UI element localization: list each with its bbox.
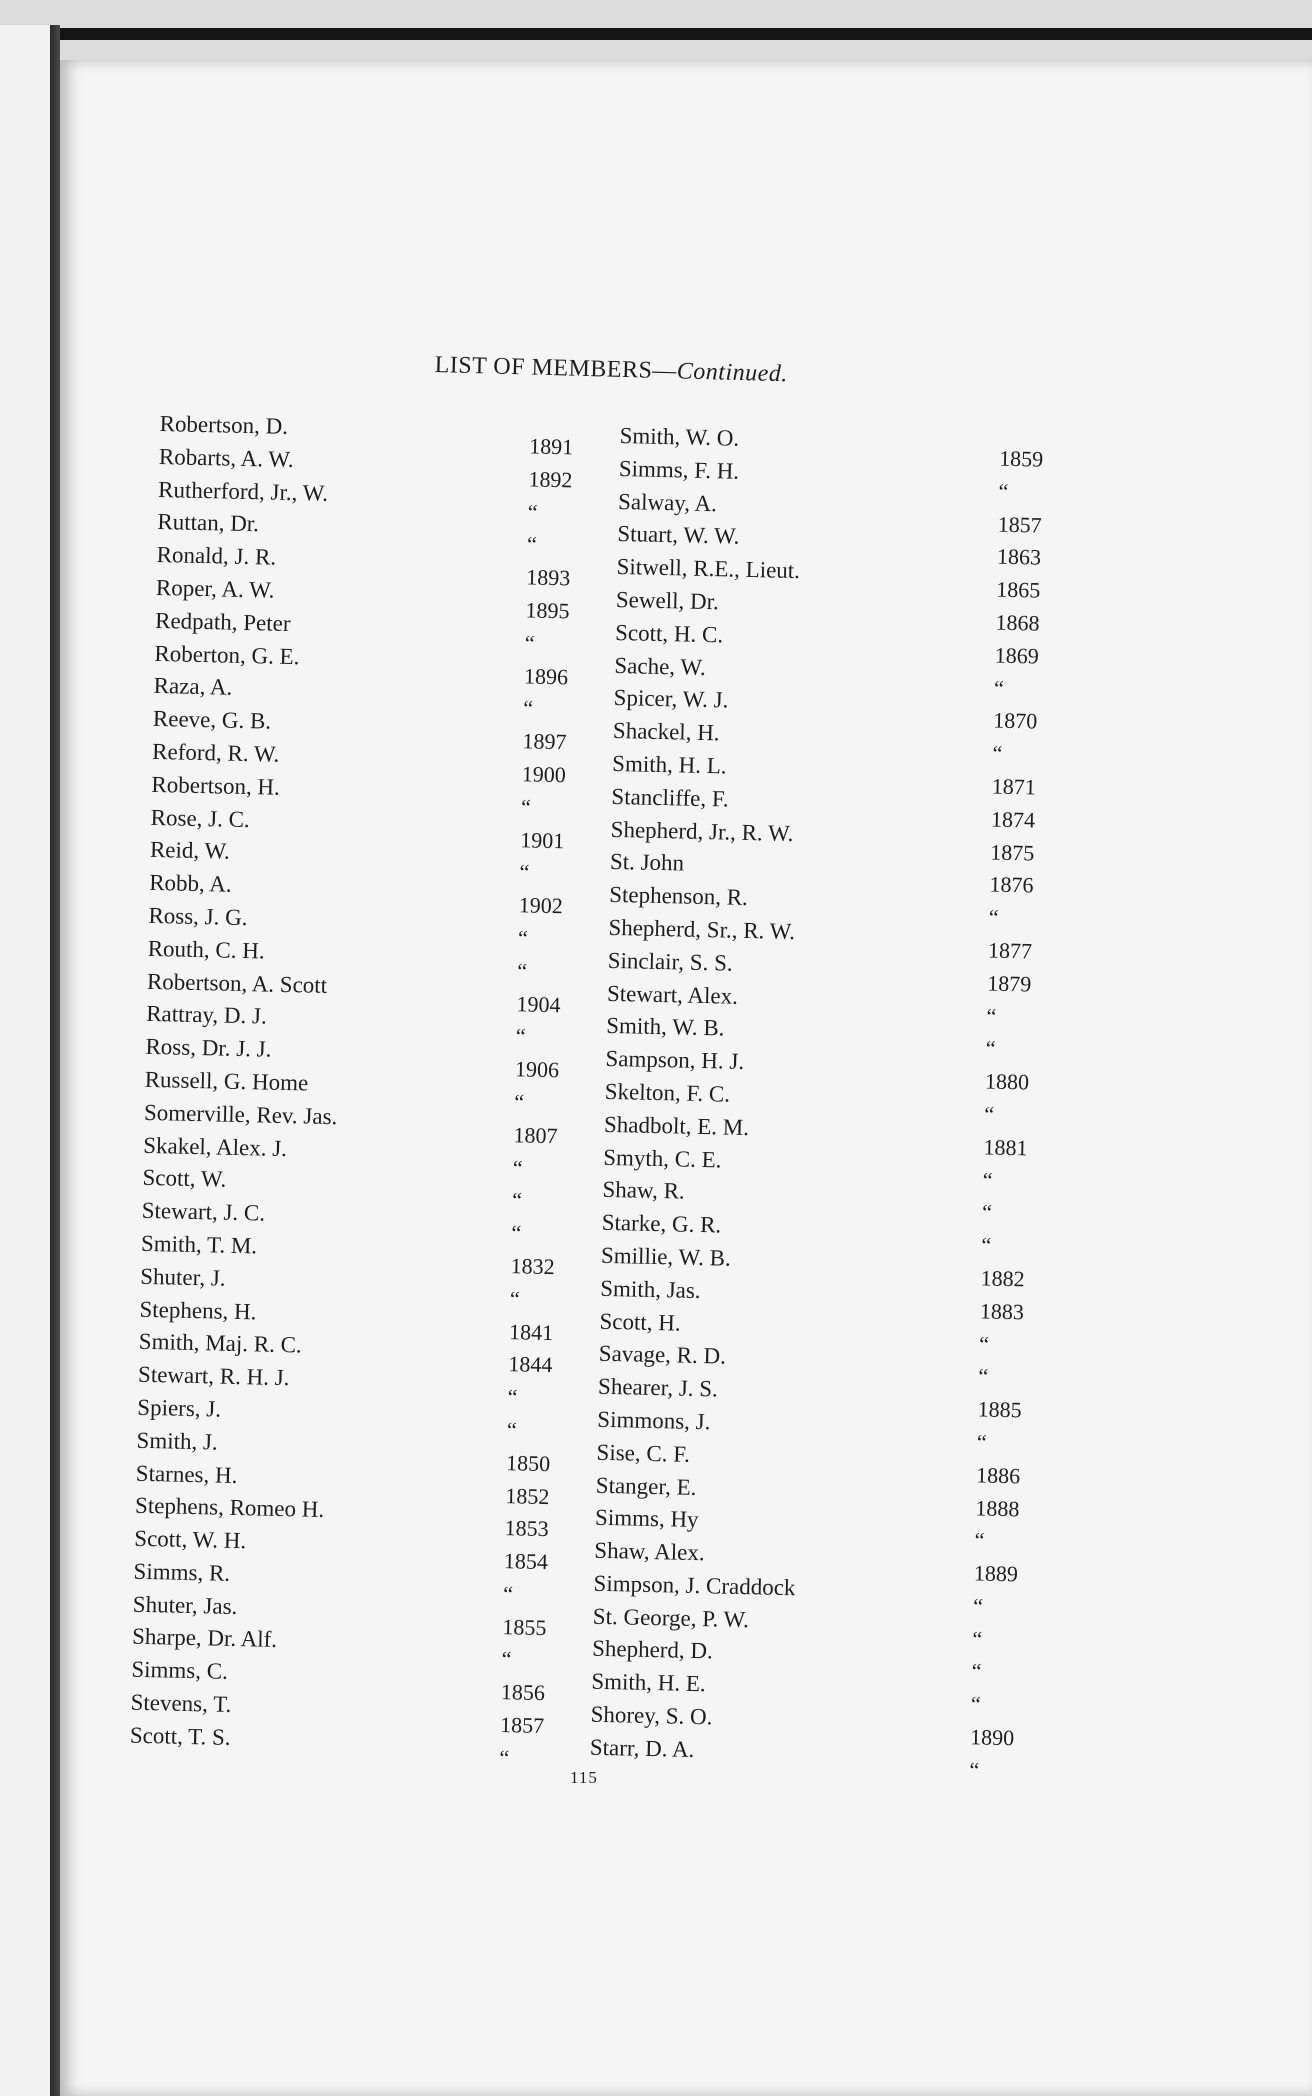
member-name: Stewart, J. C. — [141, 1197, 266, 1226]
member-name: Smith, Maj. R. C. — [138, 1329, 303, 1358]
member-name: Spiers, J. — [137, 1394, 222, 1422]
member-name: Sampson, H. J. — [605, 1045, 745, 1075]
member-year: “ — [506, 1417, 517, 1443]
member-name: Shepherd, Sr., R. W. — [608, 914, 796, 945]
member-name: Reid, W. — [149, 837, 231, 865]
member-year: “ — [501, 1646, 512, 1672]
member-year: 1854 — [503, 1548, 549, 1575]
member-name: Ronald, J. R. — [156, 542, 277, 570]
member-year: 1904 — [516, 990, 561, 1017]
member-name: Skelton, F. C. — [604, 1078, 731, 1107]
member-year: 1879 — [987, 970, 1032, 997]
member-year: 1868 — [995, 609, 1040, 636]
member-name: Stanger, E. — [595, 1472, 697, 1500]
member-name: Simpson, J. Craddock — [593, 1570, 796, 1601]
member-name: Shearer, J. S. — [597, 1373, 719, 1402]
member-year: “ — [988, 904, 999, 930]
member-name: Smith, W. B. — [605, 1013, 725, 1041]
member-year: “ — [982, 1166, 993, 1193]
member-name: Shuter, J. — [140, 1263, 226, 1291]
member-year: “ — [512, 1154, 523, 1180]
member-name: Sinclair, S. S. — [607, 947, 733, 976]
right-member-column — [589, 420, 1139, 1783]
member-name: Robb, A. — [148, 870, 232, 897]
member-year: 1855 — [502, 1613, 547, 1640]
member-year: “ — [526, 531, 538, 557]
member-year: 1841 — [508, 1318, 554, 1345]
heading-continued: Continued. — [676, 358, 789, 388]
member-name: Somerville, Rev. Jas. — [143, 1099, 338, 1129]
member-name: Stewart, R. H. J. — [137, 1361, 290, 1391]
member-year: 1906 — [514, 1056, 560, 1083]
member-year: “ — [511, 1220, 522, 1246]
member-name: Stephens, Romeo H. — [134, 1493, 325, 1523]
member-name: Sewell, Dr. — [615, 586, 720, 615]
member-name: Robarts, A. W. — [158, 443, 294, 472]
member-year: “ — [517, 925, 529, 951]
member-name: Spicer, W. J. — [613, 685, 729, 713]
member-name: Shorey, S. O. — [590, 1701, 713, 1730]
member-name: Stevens, T. — [130, 1689, 232, 1718]
member-year: “ — [522, 695, 534, 721]
member-name: Sitwell, R.E., Lieut. — [616, 554, 801, 584]
member-year: “ — [986, 1003, 997, 1029]
member-year: “ — [971, 1658, 982, 1685]
member-year: 1874 — [990, 806, 1036, 833]
member-name: Scott, W. — [142, 1165, 227, 1193]
member-name: Redpath, Peter — [154, 607, 291, 636]
member-name: Simms, R. — [133, 1558, 231, 1586]
member-year: “ — [984, 1101, 995, 1127]
member-name: Stuart, W. W. — [617, 521, 740, 550]
member-year: 1870 — [992, 707, 1038, 734]
member-year: 1900 — [521, 761, 567, 788]
member-name: Simmons, J. — [597, 1406, 711, 1435]
member-name: Robertson, D. — [159, 410, 289, 439]
member-name: Scott, W. H. — [134, 1525, 247, 1554]
member-name: Rutherford, Jr., W. — [157, 476, 329, 506]
member-name: Rattray, D. J. — [145, 1001, 268, 1029]
member-year: 1853 — [504, 1515, 549, 1542]
member-year: 1852 — [505, 1482, 550, 1509]
member-year: “ — [517, 958, 528, 984]
member-name: Ruttan, Dr. — [157, 509, 260, 537]
member-year: “ — [981, 1232, 992, 1258]
member-name: Simms, C. — [131, 1656, 229, 1685]
member-year: “ — [970, 1691, 982, 1717]
member-year: “ — [519, 859, 530, 885]
member-year: “ — [514, 1089, 525, 1115]
member-name: Shepherd, Jr., R. W. — [610, 816, 794, 846]
member-year: “ — [993, 675, 1005, 701]
member-year: 1807 — [513, 1121, 558, 1148]
member-name: Roper, A. W. — [155, 574, 275, 603]
member-name: Shepherd, D. — [591, 1636, 714, 1664]
member-year: 1863 — [996, 543, 1042, 570]
member-name: Scott, T. S. — [129, 1722, 231, 1750]
member-year: “ — [499, 1744, 510, 1771]
member-year: 1869 — [994, 642, 1040, 669]
member-year: 1856 — [500, 1679, 546, 1706]
member-name: Shuter, Jas. — [132, 1591, 238, 1619]
member-year: 1850 — [505, 1449, 551, 1476]
member-year: 1890 — [969, 1724, 1015, 1751]
member-year: 1888 — [975, 1494, 1020, 1521]
member-name: Smyth, C. E. — [602, 1144, 722, 1173]
member-year: 1832 — [510, 1253, 555, 1280]
member-year: 1875 — [990, 839, 1035, 866]
member-name: Salway, A. — [617, 488, 718, 516]
member-name: Routh, C. H. — [147, 935, 265, 964]
member-year: 1857 — [499, 1712, 545, 1739]
page-number: 115 — [570, 1768, 598, 1787]
member-name: Starnes, H. — [135, 1460, 238, 1488]
member-year: 1865 — [995, 576, 1041, 603]
member-name: Starr, D. A. — [589, 1734, 695, 1762]
member-year: 1893 — [525, 564, 571, 591]
member-name: Simms, F. H. — [618, 455, 740, 484]
heading-title: LIST OF MEMBERS— — [434, 352, 678, 385]
member-year: 1886 — [975, 1462, 1021, 1489]
member-name: Reford, R. W. — [151, 738, 280, 767]
member-year: 1857 — [997, 511, 1043, 538]
member-year: “ — [511, 1187, 523, 1213]
member-name: Stewart, Alex. — [606, 980, 739, 1009]
member-year: “ — [520, 794, 532, 820]
member-name: Smith, T. M. — [140, 1230, 258, 1259]
member-name: Simms, Hy — [594, 1505, 699, 1533]
member-year: “ — [972, 1593, 984, 1619]
member-year: 1871 — [991, 773, 1037, 800]
member-year: “ — [992, 740, 1003, 766]
member-name: St. George, P. W. — [592, 1603, 750, 1632]
member-name: Stephenson, R. — [608, 882, 749, 911]
member-year: “ — [974, 1527, 985, 1553]
member-year: “ — [976, 1429, 987, 1455]
member-name: Smith, Jas. — [600, 1275, 701, 1303]
member-name: Sise, C. F. — [596, 1439, 691, 1467]
member-name: Shackel, H. — [612, 718, 720, 746]
member-year: “ — [969, 1757, 980, 1783]
member-name: Raza, A. — [153, 673, 233, 701]
member-name: Stancliffe, F. — [611, 783, 729, 812]
member-year: “ — [978, 1330, 990, 1357]
member-year: 1885 — [977, 1396, 1022, 1423]
member-name: Smith, H. L. — [611, 750, 727, 779]
member-name: Smillie, W. B. — [600, 1242, 732, 1271]
member-name: Savage, R. D. — [598, 1341, 727, 1369]
member-year: 1889 — [973, 1560, 1019, 1587]
member-name: Sharpe, Dr. Alf. — [131, 1624, 278, 1653]
member-year: “ — [507, 1384, 518, 1410]
member-name: Roberton, G. E. — [154, 640, 300, 669]
member-year: 1901 — [520, 826, 565, 853]
member-name: Reeve, G. B. — [152, 706, 272, 734]
member-year: 1897 — [522, 728, 567, 755]
member-year: 1859 — [998, 445, 1044, 472]
member-name: Shaw, R. — [602, 1177, 686, 1204]
member-year: “ — [972, 1626, 983, 1652]
member-year: “ — [985, 1035, 996, 1062]
member-name: Stephens, H. — [139, 1296, 257, 1324]
member-name: Starke, G. R. — [601, 1209, 722, 1238]
member-name: Skakel, Alex. J. — [142, 1132, 288, 1161]
member-year: 1891 — [528, 433, 574, 460]
member-name: Smith, W. O. — [619, 422, 740, 451]
member-year: “ — [502, 1580, 514, 1607]
member-name: Ross, J. G. — [148, 902, 248, 931]
member-name: Shaw, Alex. — [594, 1537, 705, 1566]
member-name: Scott, H. — [599, 1308, 681, 1336]
member-year: “ — [515, 1023, 526, 1049]
member-name: St. John — [609, 849, 685, 876]
member-year: 1896 — [523, 662, 569, 689]
member-name: Sache, W. — [614, 652, 707, 680]
member-year: 1895 — [525, 597, 570, 624]
book-binding — [50, 25, 60, 2096]
top-border — [0, 0, 1312, 60]
member-year: 1876 — [989, 871, 1034, 898]
member-year: “ — [978, 1363, 989, 1389]
member-year: 1902 — [518, 892, 564, 919]
member-year: 1881 — [983, 1134, 1028, 1161]
member-name: Rose, J. C. — [150, 804, 251, 832]
member-year: 1844 — [508, 1351, 553, 1378]
member-name: Robertson, A. Scott — [146, 968, 328, 998]
member-name: Scott, H. C. — [614, 619, 724, 648]
member-year: 1883 — [979, 1298, 1025, 1325]
member-year: “ — [524, 630, 535, 656]
member-year: 1877 — [987, 937, 1033, 964]
member-year: 1892 — [528, 466, 573, 493]
member-name: Russell, G. Home — [144, 1066, 309, 1096]
member-name: Robertson, H. — [151, 771, 281, 800]
member-name: Smith, J. — [136, 1427, 219, 1455]
member-year: 1882 — [980, 1265, 1025, 1292]
member-year: 1880 — [984, 1068, 1030, 1095]
member-name: Shadbolt, E. M. — [603, 1111, 750, 1140]
member-name: Smith, H. E. — [591, 1668, 707, 1697]
member-year: “ — [981, 1199, 993, 1225]
member-year: “ — [509, 1285, 520, 1312]
member-name: Ross, Dr. J. J. — [145, 1033, 272, 1062]
member-year: “ — [527, 498, 538, 525]
member-year: “ — [998, 478, 1009, 504]
